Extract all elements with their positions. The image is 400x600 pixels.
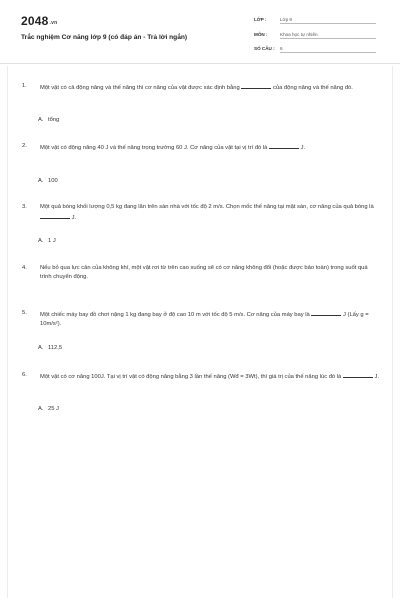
page-title: Trắc nghiệm Cơ năng lớp 9 (có đáp án - Trả lời ngắn) xyxy=(21,34,188,41)
answer-blank xyxy=(241,82,271,89)
worksheet-header xyxy=(0,0,400,62)
meta-subject-label: MÔN : xyxy=(254,32,268,37)
question-number: 2. xyxy=(22,143,27,149)
question-text: Một vật có cả động năng và thế năng thì cơ năng của vật được xác định bằng của động năng và thế năng đó. xyxy=(40,82,380,93)
site-logo[interactable]: $2048^{.vn}$ xyxy=(21,14,58,28)
question-text: Một vật có động năng 40 J và thế năng trọng trường 60 J. Cơ năng của vật tại vị trí đó là J. xyxy=(40,142,380,153)
question-number: 3. xyxy=(22,204,27,210)
answer-blank xyxy=(343,371,373,378)
meta-subject-value: Khoa học tự nhiên xyxy=(280,32,376,39)
answer-value: 112,5 xyxy=(48,345,63,351)
answer-6 xyxy=(38,406,59,412)
answer-blank xyxy=(269,142,299,149)
question-number: 5. xyxy=(22,310,27,316)
answer-value: 100 xyxy=(48,178,58,184)
meta-class-label: LỚP : xyxy=(254,17,267,22)
answer-value: tổng xyxy=(48,117,60,123)
answer-2 xyxy=(38,178,58,184)
meta-count xyxy=(254,46,376,53)
question-number: 4. xyxy=(22,265,27,271)
answer-letter: A. xyxy=(38,238,44,244)
meta-class-value: Lớp 9 xyxy=(280,17,376,24)
answer-letter: A. xyxy=(38,178,44,184)
answer-letter: A. xyxy=(38,406,44,412)
answer-blank xyxy=(40,212,70,219)
answer-3 xyxy=(38,238,56,244)
meta-class xyxy=(254,17,376,24)
answer-value: 25 J xyxy=(48,406,59,412)
question-number: 1. xyxy=(22,83,27,89)
question-text: Một vật có cơ năng 100J. Tại vị trí vật có động năng bằng 3 lần thế năng (Wđ = 3Wt), thì giá trị của thế năng lúc đó là J. xyxy=(40,371,380,382)
answer-blank xyxy=(311,309,341,316)
answer-letter: A. xyxy=(38,345,44,351)
meta-count-label: SỐ CÂU : xyxy=(254,46,275,51)
question-text: Một quả bóng khối lượng 0,5 kg đang lăn trên sàn nhà với tốc độ 2 m/s. Chọn mốc thế năng tại mặt sàn, cơ năng của quả bóng là J. xyxy=(40,204,374,221)
answer-letter: A. xyxy=(38,117,44,123)
answer-1 xyxy=(38,117,59,123)
answer-5 xyxy=(38,345,62,351)
question-number: 6. xyxy=(22,372,27,378)
answer-value: 1 J xyxy=(48,238,56,244)
meta-subject xyxy=(254,32,376,39)
header-divider xyxy=(0,63,400,64)
question-text: Nếu bỏ qua lực cản của không khí, một vật rơi từ trên cao xuống sẽ có cơ năng không đổi (hoặc được bảo toàn) trong suốt quá trình chuyển động. xyxy=(40,265,368,280)
meta-count-value: 6 xyxy=(280,46,376,53)
question-text: Một chiếc máy bay đồ chơi nặng 1 kg đang bay ở độ cao 10 m với tốc độ 5 m/s. Cơ năng của máy bay là J (Lấy g = 10m/s²). xyxy=(40,309,380,329)
